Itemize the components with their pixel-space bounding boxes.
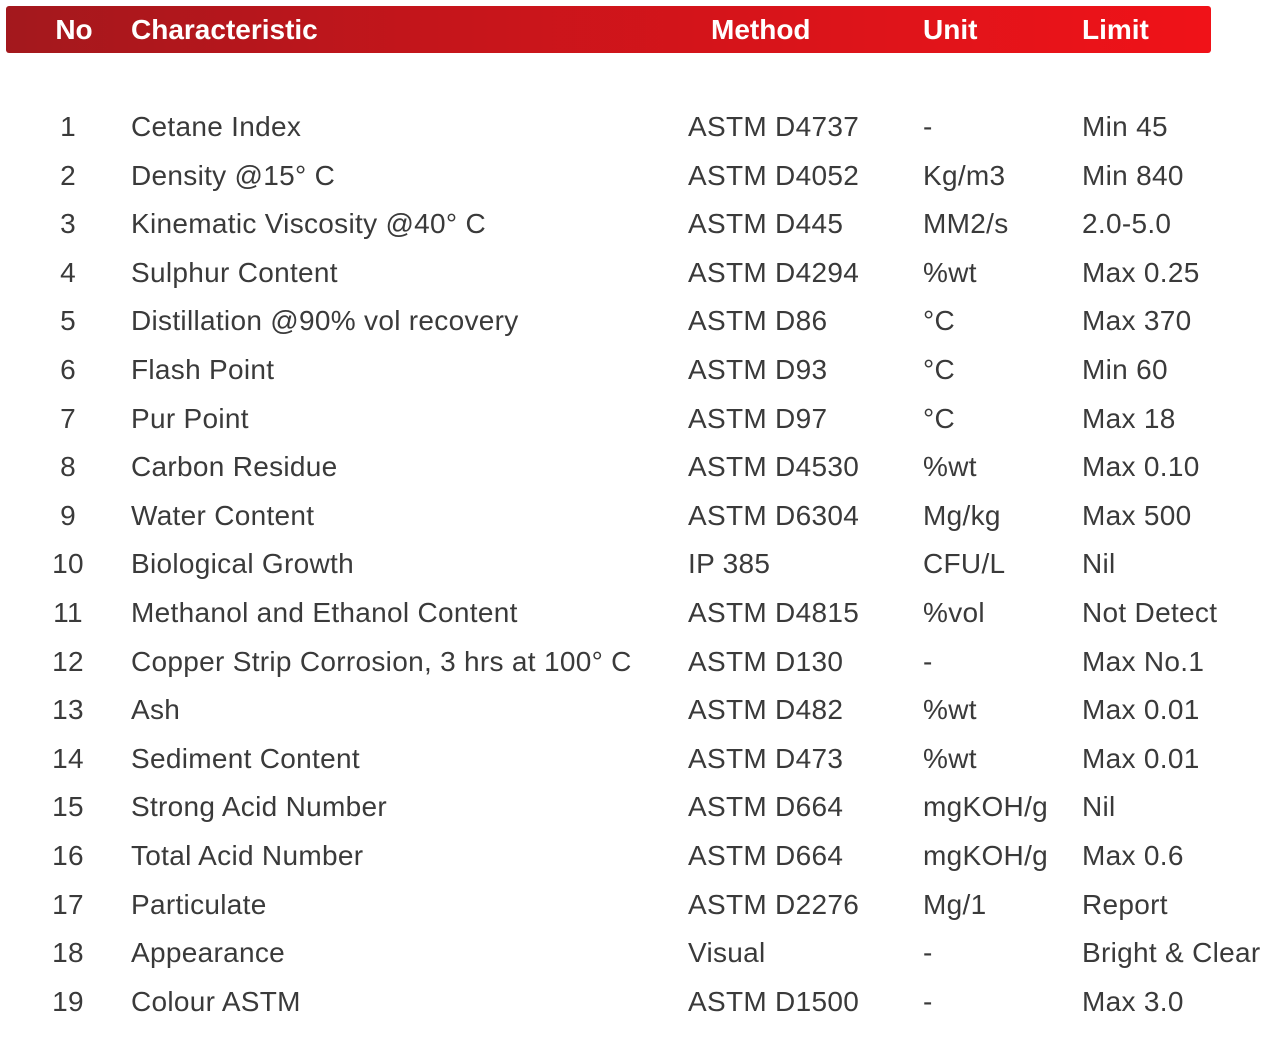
table-row bbox=[0, 735, 1280, 784]
row-method: ASTM D4815 bbox=[688, 596, 860, 628]
row-limit: Max 0.10 bbox=[1082, 451, 1200, 483]
row-method: Visual bbox=[688, 937, 766, 969]
header-no: No bbox=[55, 14, 93, 45]
row-method: ASTM D4737 bbox=[688, 111, 860, 142]
row-unit: - bbox=[923, 111, 933, 142]
row-limit: Min 840 bbox=[1082, 159, 1184, 191]
row-characteristic: Carbon Residue bbox=[131, 451, 338, 483]
row-number: 5 bbox=[60, 305, 76, 337]
row-unit: mgKOH/g bbox=[923, 839, 1049, 871]
table-row bbox=[0, 443, 1280, 492]
row-characteristic: Ash bbox=[131, 694, 181, 726]
table-row bbox=[0, 297, 1280, 346]
row-limit: Max No.1 bbox=[1082, 645, 1205, 677]
row-limit: Not Detect bbox=[1082, 596, 1218, 628]
row-method: ASTM D2276 bbox=[688, 888, 860, 920]
row-unit: %wt bbox=[923, 451, 977, 483]
table-row bbox=[0, 881, 1280, 930]
row-characteristic: Strong Acid Number bbox=[131, 791, 387, 823]
table-row bbox=[0, 638, 1280, 687]
table-row bbox=[0, 978, 1280, 1027]
row-number: 9 bbox=[60, 499, 76, 531]
row-method: ASTM D130 bbox=[688, 645, 844, 677]
row-number: 10 bbox=[52, 548, 84, 580]
row-characteristic: Methanol and Ethanol Content bbox=[131, 596, 518, 628]
row-number: 7 bbox=[60, 402, 76, 434]
table-row bbox=[0, 346, 1280, 395]
row-limit: Max 18 bbox=[1082, 402, 1176, 434]
row-limit: Max 0.25 bbox=[1082, 256, 1200, 288]
row-limit: Report bbox=[1082, 888, 1168, 920]
table-row bbox=[0, 540, 1280, 589]
table-row bbox=[0, 832, 1280, 881]
row-limit: Nil bbox=[1082, 548, 1116, 580]
row-characteristic: Total Acid Number bbox=[131, 839, 364, 871]
header-characteristic: Characteristic bbox=[131, 14, 318, 45]
row-method: ASTM D97 bbox=[688, 402, 828, 434]
row-number: 1 bbox=[60, 111, 76, 142]
row-method: ASTM D445 bbox=[688, 208, 844, 240]
row-limit: Max 0.01 bbox=[1082, 694, 1200, 726]
row-characteristic: Colour ASTM bbox=[131, 985, 301, 1017]
row-number: 3 bbox=[60, 208, 76, 240]
row-method: ASTM D473 bbox=[688, 742, 844, 774]
row-limit: Max 0.6 bbox=[1082, 839, 1184, 871]
row-number: 16 bbox=[52, 839, 84, 871]
row-characteristic: Sulphur Content bbox=[131, 256, 338, 288]
row-characteristic: Pur Point bbox=[131, 402, 249, 434]
row-number: 11 bbox=[53, 596, 83, 628]
row-unit: °C bbox=[923, 353, 956, 385]
row-characteristic: Cetane Index bbox=[131, 111, 302, 142]
header-method: Method bbox=[711, 14, 811, 45]
row-characteristic: Density @15° C bbox=[131, 159, 336, 191]
table-row bbox=[0, 686, 1280, 735]
header-unit: Unit bbox=[923, 14, 978, 45]
row-method: ASTM D4294 bbox=[688, 256, 860, 288]
row-characteristic: Kinematic Viscosity @40° C bbox=[131, 208, 487, 240]
row-limit: Max 500 bbox=[1082, 499, 1192, 531]
row-number: 15 bbox=[52, 791, 84, 823]
row-unit: %vol bbox=[923, 596, 985, 628]
table-row bbox=[0, 103, 1280, 152]
row-characteristic: Sediment Content bbox=[131, 742, 360, 774]
row-unit: °C bbox=[923, 402, 956, 434]
row-number: 4 bbox=[60, 256, 76, 288]
row-limit: Min 60 bbox=[1082, 353, 1168, 385]
row-number: 12 bbox=[52, 645, 84, 677]
row-unit: CFU/L bbox=[923, 548, 1006, 580]
row-characteristic: Distillation @90% vol recovery bbox=[131, 305, 519, 337]
row-limit: Bright & Clear bbox=[1082, 937, 1261, 969]
row-method: IP 385 bbox=[688, 548, 771, 580]
row-unit: - bbox=[923, 645, 933, 677]
row-method: ASTM D664 bbox=[688, 839, 844, 871]
row-unit: - bbox=[923, 985, 933, 1017]
row-method: ASTM D664 bbox=[688, 791, 844, 823]
row-limit: Max 0.01 bbox=[1082, 742, 1200, 774]
row-limit: 2.0-5.0 bbox=[1082, 208, 1172, 240]
row-unit: - bbox=[923, 937, 933, 969]
table-row bbox=[0, 589, 1280, 638]
table-row bbox=[0, 783, 1280, 832]
row-limit: Nil bbox=[1082, 791, 1116, 823]
row-characteristic: Copper Strip Corrosion, 3 hrs at 100° C bbox=[131, 645, 632, 677]
row-method: ASTM D86 bbox=[688, 305, 828, 337]
row-unit: mgKOH/g bbox=[923, 791, 1049, 823]
row-unit: Mg/kg bbox=[923, 499, 1001, 531]
row-number: 8 bbox=[60, 451, 76, 483]
row-method: ASTM D4052 bbox=[688, 159, 860, 191]
row-method: ASTM D482 bbox=[688, 694, 844, 726]
row-characteristic: Flash Point bbox=[131, 353, 275, 385]
row-limit: Max 3.0 bbox=[1082, 985, 1184, 1017]
row-unit: MM2/s bbox=[923, 208, 1009, 240]
row-characteristic: Appearance bbox=[131, 937, 286, 969]
row-number: 6 bbox=[60, 353, 76, 385]
table-row bbox=[0, 395, 1280, 444]
table-row bbox=[0, 929, 1280, 978]
row-number: 18 bbox=[52, 937, 84, 969]
row-characteristic: Biological Growth bbox=[131, 548, 354, 580]
row-method: ASTM D93 bbox=[688, 353, 828, 385]
row-number: 13 bbox=[52, 694, 84, 726]
row-method: ASTM D6304 bbox=[688, 499, 860, 531]
row-unit: %wt bbox=[923, 694, 977, 726]
row-unit: Mg/1 bbox=[923, 888, 987, 920]
row-unit: Kg/m3 bbox=[923, 159, 1006, 191]
table-row bbox=[0, 492, 1280, 541]
table-row bbox=[0, 152, 1280, 201]
row-number: 2 bbox=[60, 159, 76, 191]
row-method: ASTM D1500 bbox=[688, 985, 860, 1017]
row-number: 17 bbox=[52, 888, 84, 920]
row-method: ASTM D4530 bbox=[688, 451, 860, 483]
row-characteristic: Water Content bbox=[131, 499, 315, 531]
table-row bbox=[0, 200, 1280, 249]
table-body bbox=[0, 103, 1280, 1026]
table-header bbox=[6, 6, 1211, 53]
row-unit: °C bbox=[923, 305, 956, 337]
table-row bbox=[0, 249, 1280, 298]
row-number: 14 bbox=[52, 742, 84, 774]
row-number: 19 bbox=[52, 985, 84, 1017]
row-unit: %wt bbox=[923, 256, 977, 288]
row-unit: %wt bbox=[923, 742, 977, 774]
header-limit: Limit bbox=[1082, 14, 1149, 45]
row-characteristic: Particulate bbox=[131, 888, 267, 920]
row-limit: Min 45 bbox=[1082, 111, 1168, 142]
row-limit: Max 370 bbox=[1082, 305, 1192, 337]
